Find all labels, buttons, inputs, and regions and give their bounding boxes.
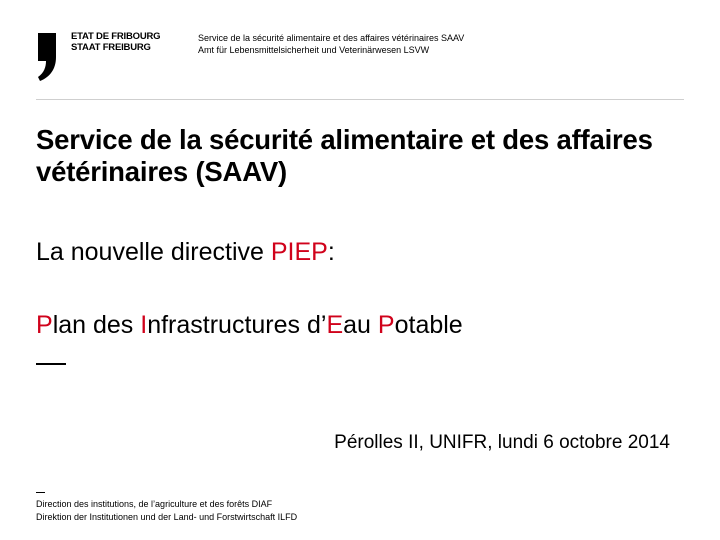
section-dash-divider [36,363,66,365]
service-name-fr: Service de la sécurité alimentaire et des affaires vétérinaires SAAV [198,33,465,43]
header-divider [36,99,684,100]
subtitle-prefix: La nouvelle directive [36,238,271,266]
acronym-initial: P [377,311,395,339]
acronym-word-rest: nfrastructures d’ [147,311,327,339]
service-name-de: Amt für Lebensmittelsicherheit und Veterinärwesen LSVW [198,45,430,55]
logo-line-fr: ETAT DE FRIBOURG [71,31,161,42]
acronym-initial: I [140,311,148,339]
acronym-initial: E [326,311,344,339]
fribourg-logo-comma-icon [36,31,58,83]
service-name-header [198,32,464,56]
logo-line-de: STAAT FREIBURG [71,42,151,53]
acronym-expansion [36,310,463,340]
acronym-word-rest: lan des [52,311,141,339]
acronym-word-rest: otable [394,311,463,339]
footer-line-de: Direktion der Institutionen und der Land- und Forstwirtschaft ILFD [36,512,298,522]
acronym-word-rest: au [343,311,378,339]
footer-directorate [36,498,297,524]
footer-line-fr: Direction des institutions, de l’agriculture et des forêts DIAF [36,499,273,509]
acronym-initial: P [36,311,53,339]
footer-dash-divider [36,492,45,493]
subtitle-suffix: : [327,238,335,266]
slide-title: Service de la sécurité alimentaire et des affaires vétérinaires (SAAV) [36,124,653,187]
slide-subtitle [36,237,335,267]
event-location-date: Pérolles II, UNIFR, lundi 6 octobre 2014 [334,432,670,453]
state-logo-text [71,31,160,53]
subtitle-acronym: PIEP [270,238,328,266]
